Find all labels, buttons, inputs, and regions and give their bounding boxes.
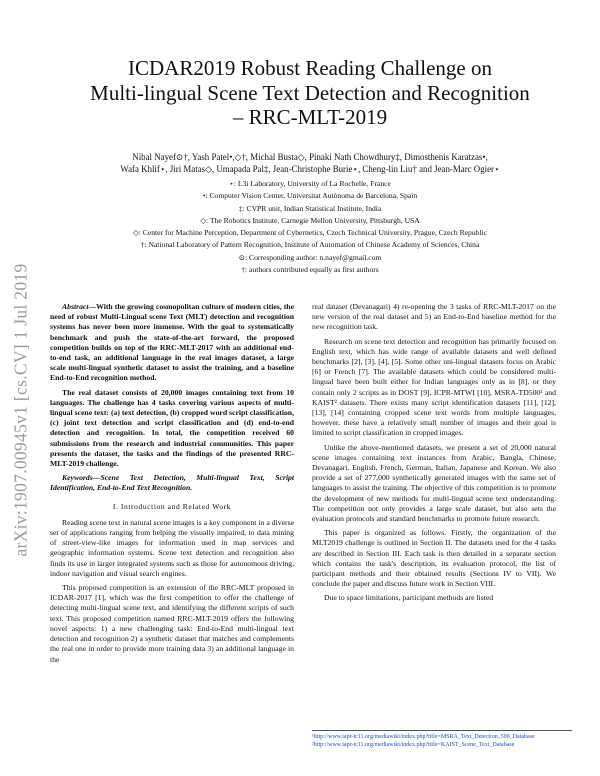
footnotes <box>312 730 572 749</box>
right-column <box>312 302 556 608</box>
abstract-lead: Abstract <box>62 302 89 311</box>
arxiv-id: arXiv:1907.00945v1 [cs.CV] 1 Jul 2019 <box>10 263 31 557</box>
keywords: Keywords—Scene Text Detection, Multi-lingual Text, Script Identification, End-to-End Text Recognition. <box>50 473 294 493</box>
corresponding-author: ⊙: Corresponding author: n.nayef@gmail.com <box>238 252 382 262</box>
title-line-3: – RRC-MLT-2019 <box>232 105 388 129</box>
affiliation: ‡: CVPR unit, Indian Statistical Institute, India <box>238 203 382 213</box>
affiliation: •: Computer Vision Center, Universitat Autònoma de Barcelona, Spain <box>202 191 418 201</box>
paper-title <box>40 56 580 130</box>
affiliation: ⋆: L3i Laboratory, University of La Rochelle, France <box>229 179 391 188</box>
affiliation: ◇: The Robotics Institute, Carnegie Mellon University, Pittsburgh, USA <box>200 215 420 225</box>
authors-line-2: Wafa Khlif⋆, Jiri Matas◇, Umapada Pal‡, Jean-Christophe Burie⋆, Cheng-lin Liu† and Jean-Marc Ogier⋆ <box>120 164 500 175</box>
body-paragraph-5: Due to space limitations, participant methods are listed <box>324 593 494 603</box>
footnote-link-2[interactable]: ²http://www.iapr-tc11.org/mediawiki/index.php?title=KAIST_Scene_Text_Database <box>312 742 515 748</box>
footnote-link-1[interactable]: ¹http://www.iapr-tc11.org/mediawiki/index.php?title=MSRA_Text_Detection_500_Database <box>312 734 535 740</box>
intro-paragraph-2: This proposed competition is an extension of the RRC-MLT proposed in ICDAR-2017 [1], which was the first competition to offer the challenge of detecting multi-lingual scene text, and identifying the different scripts of such text. This proposed competition named RRC-MLT-2019 offers the following novel aspects: 1) a new challenging task: End-to-End multi-lingual text detection and recognition 2) a synthetic dataset that matches and complements the real one in order to provide more training data 3) an additional language in the <box>50 583 294 664</box>
arxiv-sidebar <box>4 200 38 620</box>
section-heading: I. Introduction and Related Work <box>112 501 232 511</box>
author-list <box>40 151 580 175</box>
abstract-paragraph-1 <box>50 302 294 384</box>
abstract-paragraph-2: The real dataset consists of 20,000 images containing text from 10 languages. The challenge has 4 tasks covering various aspects of multi-lingual scene text: (a) text detection, (b) cropped word script classification, (c) joint text detection and script classification and (d) end-to-end detection and recognition. In total, the competition received 60 submissions from the research and industrial communities. This paper presents the dataset, the tasks and the findings of the presented RRC-MLT-2019 challenge. <box>50 387 294 469</box>
left-column <box>50 302 294 669</box>
title-line-1: ICDAR2019 Robust Reading Challenge on <box>128 56 492 80</box>
affiliation-list <box>40 178 580 276</box>
body-paragraph-2: Research on scene text detection and recognition has primarily focused on English text, which has wide range of available datasets and well defined benchmarks [2], [3], [4], [5]. Some other uni-lingual datasets focus on Arabic [6] or French [7]. The available datasets which could be considered multi-lingual have been built either for Indian languages only as in [8], or they contain only 2 scripts as in DOST [9], ICPR-MTWI [10], MSRA-TD500¹ and KAIST² datasets. There exists many script identification datasets [11], [12], [13], [14] containing cropped scene text words from multiple languages, however, these have a relatively small number of images and their goal is limited to script classification in cropped images. <box>312 336 556 438</box>
body-paragraph-3: Unlike the above-mentioned datasets, we present a set of 20,000 natural scene images containing text instances from Arabic, Bangla, Chinese, Devanagari, English, French, German, Italian, Japanese and Korean. We also provide a set of 277,000 synthetically generated images with the same set of languages to assist the training. The objective of this competition is to promote the development of new methods for multi-lingual scene text understanding. The competition not only provides a large scale dataset, but also sets the evaluation protocols and standard benchmarks to promote future research. <box>312 442 556 524</box>
affiliation: ◇: Center for Machine Perception, Department of Cybernetics, Czech Technical University, Prague, Czech Republic <box>132 228 488 238</box>
body-paragraph-1: real dataset (Devanagari) 4) re-opening the 3 tasks of RRC-MLT-2017 on the new version of the real dataset and 5) an End-to-End baseline method for the new recognition task. <box>312 302 556 332</box>
authors-line-1: Nibal Nayef⊙†, Yash Patel•,◇†, Michal Busta◇, Pinaki Nath Chowdhury‡, Dimosthenis Karatzas•, <box>132 152 488 162</box>
title-line-2: Multi-lingual Scene Text Detection and Recognition <box>90 80 530 105</box>
intro-paragraph-1: Reading scene text in natural scene images is a key component in a diverse set of applications ranging from helping the visually impaired, to data mining of street-view-like images for information used in map services and geographic information systems. Scene text detection and recognition also finds its use in larger integrated systems such as those for autonomous driving, indoor navigation and visual search engines. <box>50 517 294 578</box>
abstract-text: —With the growing cosmopolitan culture of modern cities, the need of robust Multi-Lingual scene Text (MLT) detection and recognition systems has never been more immense. With the goal to systematically benchmark and push the state-of-the-art forward, the proposed competition builds on top of the RRC-MLT-2017 with an additional end-to-end task, an additional language in the real images dataset, a large scale multi-lingual synthetic dataset to assist the training, and a baseline End-to-End recognition method. <box>50 302 294 383</box>
body-paragraph-4: This paper is organized as follows. Firstly, the organization of the MLT2019 challenge is outlined in Section II. The datasets used for the 4 tasks are described in Section III. Each task is then detailed in a separate section which contains the task's description, its evaluation protocol, the list of participant methods and their obtained results (Sections IV to VII). We conclude the paper and discuss future work in Section VIII. <box>312 528 556 589</box>
affiliation: †: National Laboratory of Pattern Recognition, Institute of Automation of Chinese Academy of Sciences, China <box>140 240 480 250</box>
equal-contribution-note: †: authors contributed equally as first authors <box>241 265 379 275</box>
